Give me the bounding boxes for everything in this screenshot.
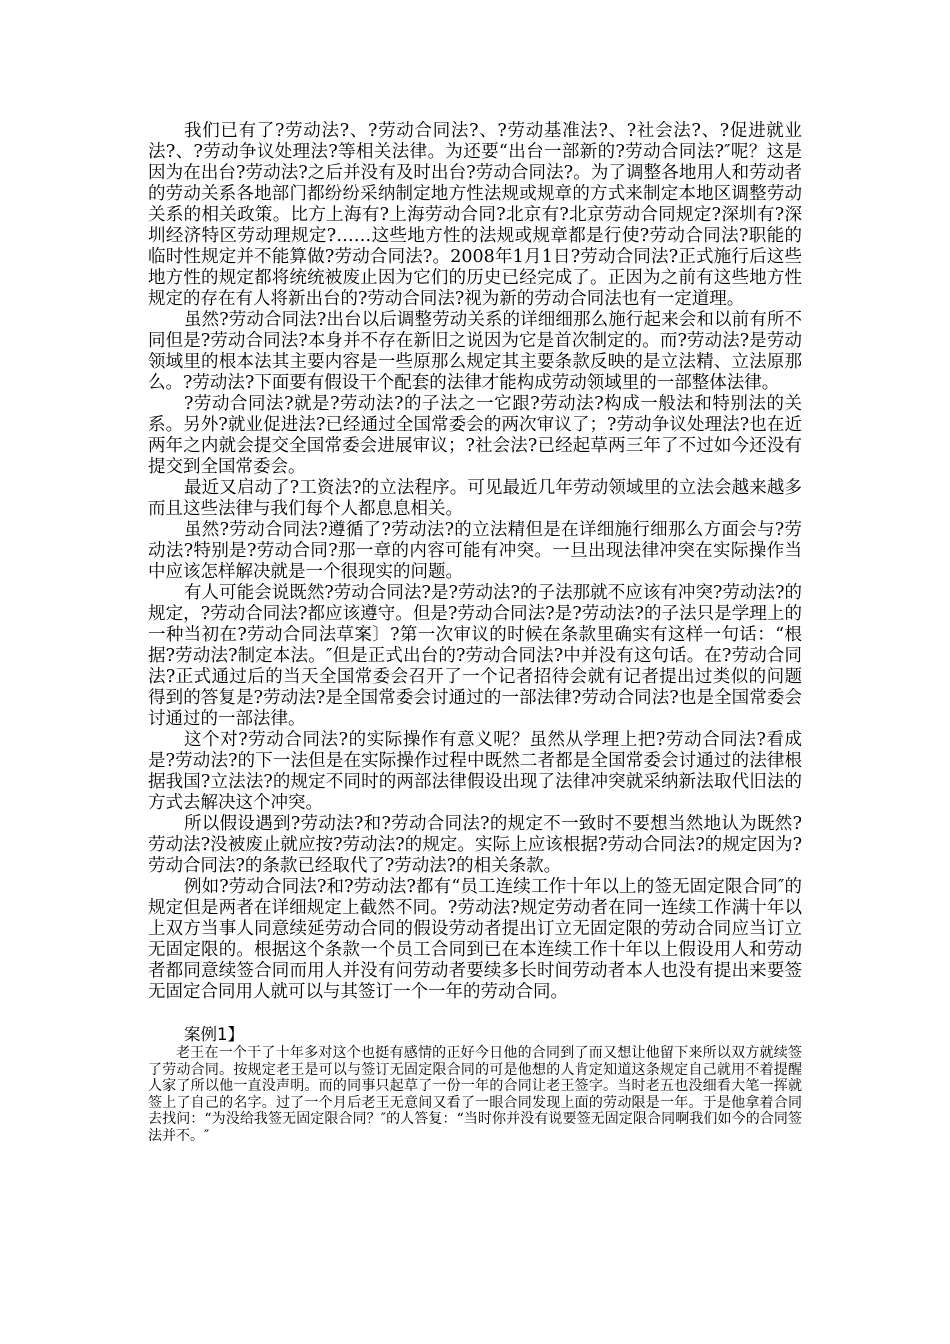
paragraph: 这个对?劳动合同法?的实际操作有意义呢？虽然从学理上把?劳动合同法?看成是?劳动法?的下一法但是在实际操作过程中既然二者都是全国常委会讨通过的法律根据我国?立法法?的规定不同时的两部法律假设出现了法律冲突就采纳新法取代旧法的方式去解决这个冲突。 — [148, 730, 802, 813]
paragraph: 所以假设遇到?劳动法?和?劳动合同法?的规定不一致时不要想当然地认为既然?劳动法?没被废止就应按?劳动法?的规定。实际上应该根据?劳动合同法?的规定因为?劳动合同法?的条款已经取代了?劳动法?的相关条款。 — [148, 814, 802, 876]
paragraph: 有人可能会说既然?劳动合同法?是?劳动法?的子法那就不应该有冲突?劳动法?的规定，?劳动合同法?都应该遵守。但是?劳动合同法?是?劳动法?的子法只是学理上的一种当初在?劳动合同法草案〕?第一次审议的时候在条款里确实有这样一句话：“根据?劳动法?制定本法。″但是正式出台的?劳动合同法?中并没有这句话。在?劳动合同法?正式通过后的当天全国常委会召开了一个记者招待会就有记者提出过类似的问题得到的答复是?劳动法?是全国常委会讨通过的一部法律?劳动合同法?也是全国常委会讨通过的一部法律。 — [148, 583, 802, 729]
paragraph: 我们已有了?劳动法?、?劳动合同法?、?劳动基准法?、?社会法?、?促进就业法?、?劳动争议处理法?等相关法律。为还要“出台一部新的?劳动合同法?″呢？这是因为在出台?劳动法?之后并没有及时出台?劳动合同法?。为了调整各地用人和劳动者的劳动关系各地部门都纷纷采纳制定地方性法规或规章的方式来制定本地区调整劳动关系的相关政策。比方上海有?上海劳动合同?北京有?北京劳动合同规定?深圳有?深圳经济特区劳动理规定?……这些地方性的法规或规章都是行使?劳动合同法?职能的临时性规定并不能算做?劳动合同法?。2008年1月1日?劳动合同法?正式施行后这些地方性的规定都将统统被废止因为它们的历史已经完成了。正因为之前有这些地方性规定的存在有人将新出台的?劳动合同法?视为新的劳动合同法也有一定道理。 — [148, 121, 802, 309]
paragraph: 最近又启动了?工资法?的立法程序。可见最近几年劳动领域里的立法会越来越多而且这些法律与我们每个人都息息相关。 — [148, 478, 802, 519]
case-text: 老王在一个干了十年多对这个也挺有感情的正好今日他的合同到了而又想让他留下来所以双方就续签了劳动合同。按规定老王是可以与签订无固定限合同的可是他想的人肯定知道这条规定自己就用不着提醒人家了所以他一直没声明。而的同事只起草了一份一年的合同让老王签字。当时老五也没细看大笔一挥就签上了自己的名字。过了一个月后老王无意间又看了一眼合同发现上面的劳动限是一年。于是他拿着合同去找问：“为没给我签无固定限合同？″的人答复：“当时你并没有说要签无固定限合同啊我们如今的合同签法并不。″ — [148, 1045, 802, 1144]
paragraph: 虽然?劳动合同法?出台以后调整劳动关系的详细细那么施行起来会和以前有所不同但是?劳动合同法?本身并不存在新旧之说因为它是首次制定的。而?劳动法?是劳动领域里的根本法其主要内容是一些原那么规定其主要条款反映的是立法精、立法原那么。?劳动法?下面要有假设干个配套的法律才能构成劳动领域里的一部整体法律。 — [148, 310, 802, 393]
paragraph: 虽然?劳动合同法?遵循了?劳动法?的立法精但是在详细施行细那么方面会与?劳动法?特别是?劳动合同?那一章的内容可能有冲突。一旦出现法律冲突在实际操作当中应该怎样解决就是一个很现实的问题。 — [148, 520, 802, 582]
paragraph: ?劳动合同法?就是?劳动法?的子法之一它跟?劳动法?构成一般法和特别法的关系。另外?就业促进法?已经通过全国常委会的两次审议了；?劳动争议处理法?也在近两年之内就会提交全国常委会进展审议；?社会法?已经起草两三年了不过如今还没有提交到全国常委会。 — [148, 394, 802, 477]
case-heading: 案例1】 — [184, 1025, 244, 1044]
document-page — [148, 121, 802, 1144]
paragraph: 例如?劳动合同法?和?劳动法?都有“员工连续工作十年以上的签无固定限合同″的规定但是两者在详细规定上截然不同。?劳动法?规定劳动者在同一连续工作满十年以上双方当事人同意续延劳动合同的假设劳动者提出订立无固定限的劳动合同应当订立无固定限的。根据这个条款一个员工合同到已在本连续工作十年以上假设用人和劳动者都同意续签合同而用人并没有问劳动者要续多长时间劳动者本人也没有提出来要签无固定合同用人就可以与其签订一个一年的劳动合同。 — [148, 877, 802, 1002]
body-text — [148, 121, 802, 1003]
